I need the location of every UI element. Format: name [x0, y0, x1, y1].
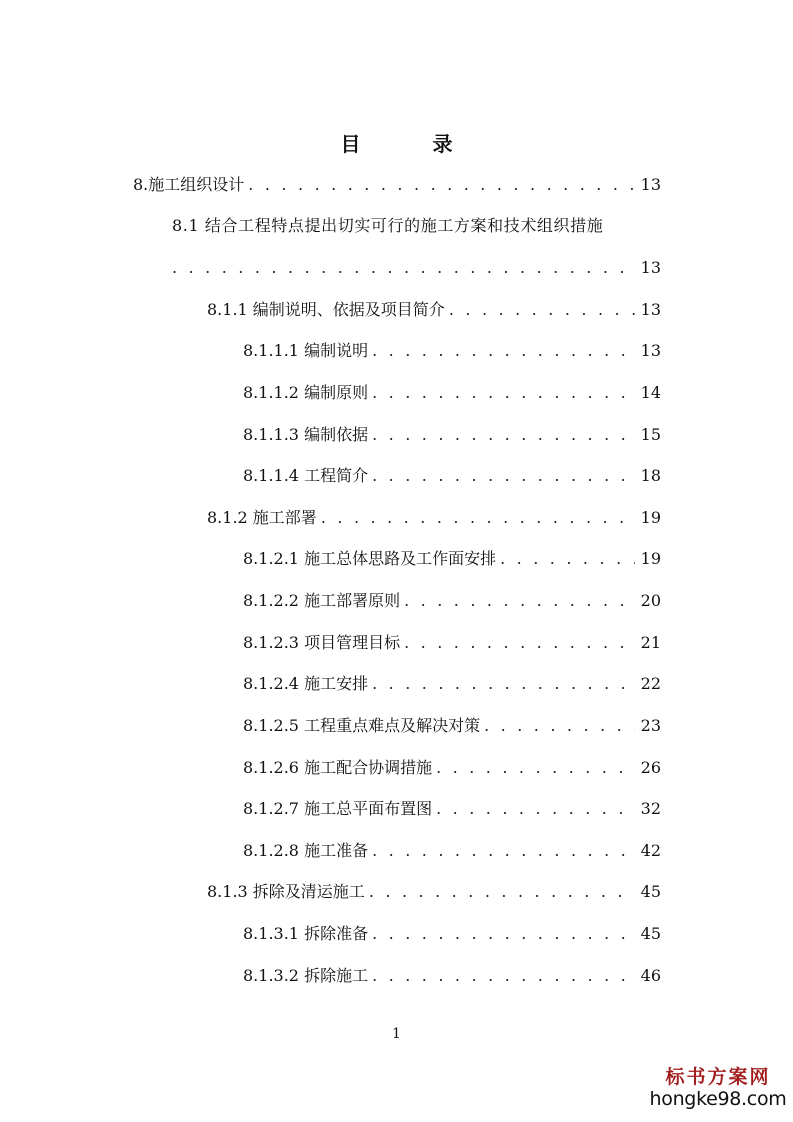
toc-entry-title: 8.1.3 拆除及清运施工	[207, 882, 365, 901]
toc-entry-page: 46	[640, 966, 661, 985]
toc-entry-title: 8.1.2.8 施工准备	[243, 841, 369, 860]
toc-entry-title: 8.1.2.2 施工部署原则	[243, 591, 401, 610]
toc-entry[interactable]	[243, 340, 661, 362]
toc-entry[interactable]	[243, 715, 661, 737]
dot-leader	[404, 632, 635, 654]
dot-leader	[369, 881, 635, 903]
toc-entry[interactable]	[207, 507, 661, 529]
dot-leader	[321, 507, 635, 529]
toc-entry-page: 22	[640, 674, 661, 693]
toc-entry-title: 8.1.1.3 编制依据	[243, 425, 369, 444]
toc-entry-page: 45	[640, 882, 661, 901]
toc-entry-title: 8.1.2.4 施工安排	[243, 674, 369, 693]
toc-entry-page: 26	[640, 758, 661, 777]
toc-entry-title[interactable]: 8.1 结合工程特点提出切实可行的施工方案和技术组织措施	[172, 216, 604, 235]
toc-entry-title: 8.1.2.6 施工配合协调措施	[243, 758, 433, 777]
toc-entry-title: 8.1.1 编制说明、依据及项目简介	[207, 300, 445, 319]
toc-entry-page: 42	[640, 841, 661, 860]
dot-leader	[436, 757, 635, 779]
toc-entry-page: 13	[640, 341, 661, 360]
toc-entry-page: 19	[640, 508, 661, 527]
toc-entry[interactable]	[243, 673, 661, 695]
toc-entry-title: 8.1.1.2 编制原则	[243, 383, 369, 402]
toc-entry[interactable]	[243, 424, 661, 446]
dot-leader	[372, 340, 635, 362]
dot-leader	[372, 965, 635, 987]
toc-entry[interactable]	[207, 299, 661, 321]
toc-entry[interactable]	[243, 590, 661, 612]
toc-entry-page: 14	[640, 383, 661, 402]
watermark-name: 标书方案网	[665, 1066, 771, 1088]
dot-leader	[372, 840, 635, 862]
toc-entry[interactable]	[243, 382, 661, 404]
toc-entry[interactable]	[243, 757, 661, 779]
dot-leader	[372, 382, 635, 404]
toc-entry-page: 23	[640, 716, 661, 735]
toc-entry-title: 8.1.2.3 项目管理目标	[243, 633, 401, 652]
dot-leader	[436, 798, 635, 820]
toc-entry-title: 8.1.2.7 施工总平面布置图	[243, 799, 433, 818]
dot-leader	[372, 465, 635, 487]
toc-entry-continuation[interactable]	[172, 257, 661, 279]
watermark-url: hongke98.com	[649, 1088, 787, 1110]
toc-entry-title: 8.1.2 施工部署	[207, 508, 317, 527]
dot-leader	[248, 174, 635, 196]
toc-entry-title: 8.1.3.1 拆除准备	[243, 924, 369, 943]
toc-entry[interactable]	[243, 798, 661, 820]
watermark-logo	[648, 1066, 788, 1110]
toc-entry-page: 13	[640, 258, 661, 277]
toc-entry[interactable]	[243, 465, 661, 487]
toc-entry-title: 8.1.1.4 工程简介	[243, 466, 369, 485]
toc-entry-title: 8.1.2.1 施工总体思路及工作面安排	[243, 549, 497, 568]
page-number: 1	[392, 1026, 401, 1042]
dot-leader	[500, 548, 635, 570]
dot-leader	[372, 424, 635, 446]
toc-entry-page: 21	[640, 633, 661, 652]
toc-entry[interactable]	[243, 632, 661, 654]
toc-entry-title: 8.1.1.1 编制说明	[243, 341, 369, 360]
toc-entry-page: 15	[640, 425, 661, 444]
dot-leader	[372, 923, 635, 945]
toc-entry-page: 13	[640, 175, 661, 194]
dot-leader	[484, 715, 635, 737]
toc-entry[interactable]	[207, 881, 661, 903]
toc-entry[interactable]	[243, 965, 661, 987]
toc-entry-page: 19	[640, 549, 661, 568]
toc-entry-title: 8.1.2.5 工程重点难点及解决对策	[243, 716, 481, 735]
dot-leader	[449, 299, 635, 321]
toc-entry-page: 18	[640, 466, 661, 485]
toc-entry-page: 13	[640, 300, 661, 319]
toc-entry-title: 8.施工组织设计	[133, 175, 245, 194]
toc-entry[interactable]	[243, 840, 661, 862]
toc-entry-page: 32	[640, 799, 661, 818]
toc-entry-page: 20	[640, 591, 661, 610]
dot-leader	[404, 590, 635, 612]
toc-heading: 目 录	[340, 132, 479, 156]
toc-entry[interactable]	[243, 548, 661, 570]
toc-entry[interactable]	[243, 923, 661, 945]
toc-entry-title: 8.1.3.2 拆除施工	[243, 966, 369, 985]
toc-entry[interactable]	[133, 174, 661, 196]
toc-entry-page: 45	[640, 924, 661, 943]
dot-leader	[172, 257, 635, 279]
dot-leader	[372, 673, 635, 695]
